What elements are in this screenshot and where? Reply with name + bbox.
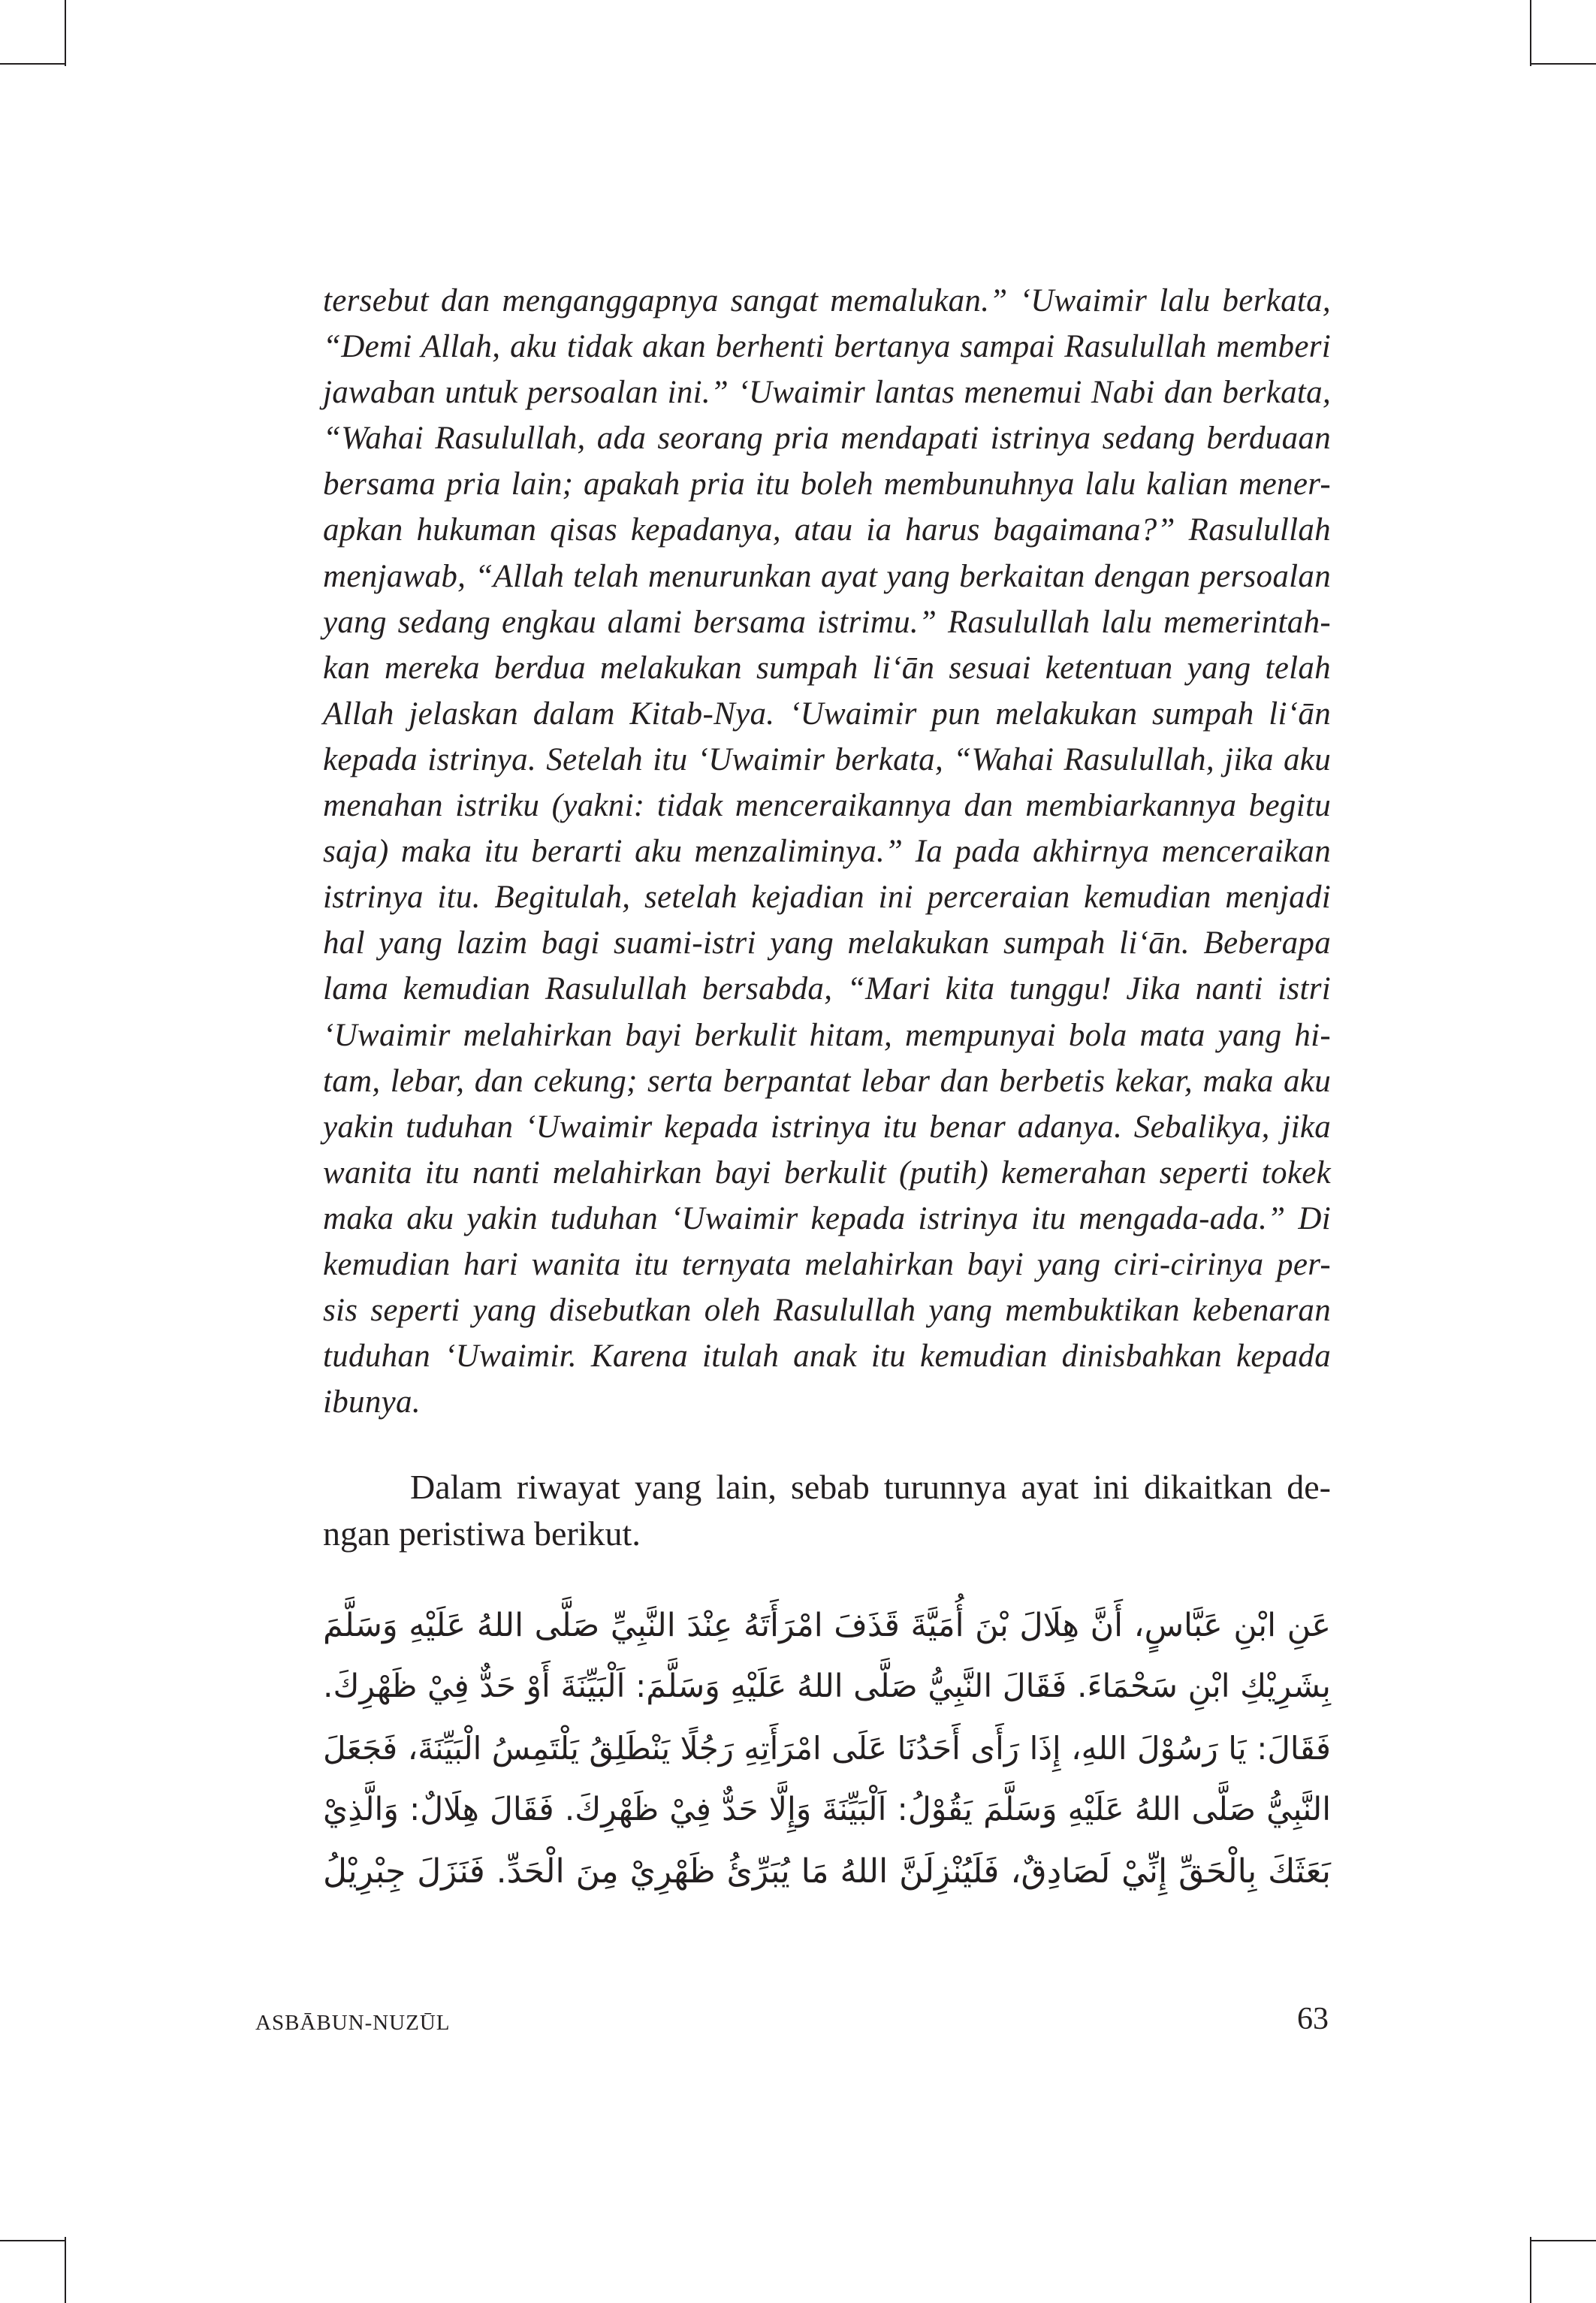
text-block	[323, 278, 1331, 1903]
text-line: bersama pria lain; apakah pria itu boleh membunuhnya lalu kalian mener-	[323, 466, 1331, 503]
crop-mark-top-right-v	[1530, 0, 1531, 66]
crop-mark-bottom-left-h	[0, 2240, 66, 2241]
text-line: hal yang lazim bagi suami-istri yang melakukan sumpah li‘ān. Beberapa	[323, 925, 1331, 961]
crop-mark-top-left-h	[0, 63, 66, 65]
text-line: lama kemudian Rasulullah bersabda, “Mari kita tunggu! Jika nanti istri	[323, 971, 1331, 1007]
text-line: “Demi Allah, aku tidak akan berhenti bertanya sampai Rasulullah memberi	[323, 329, 1331, 365]
arabic-line: فَقَالَ: يَا رَسُوْلَ اللهِ، إِذَا رَأَى أَحَدُنَا عَلَى امْرَأَتِهِ رَجُلًا يَنْطَلِقُ يَلْتَمِسُ الْبَيِّنَةَ، فَجَعَلَ	[323, 1730, 1331, 1767]
hadith-translation-paragraph	[323, 278, 1331, 1425]
body-paragraph	[323, 1464, 1331, 1557]
running-footer-title: ASBĀBUN-NUZŪL	[255, 2011, 451, 2035]
crop-mark-bottom-right-v	[1530, 2237, 1531, 2303]
arabic-line: بَعَثَكَ بِالْحَقِّ إِنِّيْ لَصَادِقٌ، فَلَيُنْزِلَنَّ اللهُ مَا يُبَرِّئُ ظَهْرِيْ مِنَ الْحَدِّ. فَنَزَلَ جِبْرِيْلُ	[323, 1852, 1331, 1891]
crop-mark-top-left-v	[65, 0, 66, 66]
text-line: istrinya itu. Begitulah, setelah kejadian ini perceraian kemudian menjadi	[323, 880, 1331, 916]
text-line: yakin tuduhan ‘Uwaimir kepada istrinya itu benar adanya. Sebalikya, jika	[323, 1109, 1331, 1145]
text-line: yang sedang engkau alami bersama istrimu.” Rasulullah lalu memerintah-	[323, 604, 1331, 640]
text-line: maka aku yakin tuduhan ‘Uwaimir kepada istrinya itu mengada-ada.” Di	[323, 1200, 1331, 1236]
crop-mark-bottom-right-h	[1530, 2240, 1596, 2241]
text-line: jawaban untuk persoalan ini.” ‘Uwaimir lantas menemui Nabi dan berkata,	[323, 375, 1331, 411]
text-line: menjawab, “Allah telah menurunkan ayat yang berkaitan dengan persoalan	[323, 558, 1331, 594]
text-line: ngan peristiwa berikut.	[323, 1514, 641, 1553]
page-number: 63	[1297, 2002, 1329, 2036]
crop-mark-bottom-left-v	[65, 2237, 66, 2303]
text-line: tersebut dan menganggapnya sangat memalukan.” ‘Uwaimir lalu berkata,	[323, 283, 1331, 318]
text-line: kan mereka berdua melakukan sumpah li‘ān sesuai ketentuan yang telah	[323, 650, 1331, 686]
arabic-line: النَّبِيُّ صَلَّى اللهُ عَلَيْهِ وَسَلَّمَ يَقُوْلُ: اَلْبَيِّنَةَ وَإِلَّا حَدٌّ فِيْ ظَهْرِكَ. فَقَالَ هِلَالٌ: وَالَّذِيْ	[323, 1791, 1331, 1829]
text-line: tam, lebar, dan cekung; serta berpantat lebar dan berbetis kekar, maka aku	[323, 1063, 1331, 1099]
text-line: menahan istriku (yakni: tidak menceraikannya dan membiarkannya begitu	[323, 788, 1331, 824]
text-line: tuduhan ‘Uwaimir. Karena itulah anak itu kemudian dinisbahkan kepada	[323, 1339, 1331, 1375]
text-line: ibunya.	[323, 1384, 421, 1420]
text-line: saja) maka itu berarti aku menzaliminya.” Ia pada akhirnya menceraikan	[323, 834, 1331, 870]
text-line: Allah jelaskan dalam Kitab-Nya. ‘Uwaimir pun melakukan sumpah li‘ān	[323, 696, 1331, 732]
arabic-line: بِشَرِيْكِ ابْنِ سَحْمَاءَ. فَقَالَ النَّبِيُّ صَلَّى اللهُ عَلَيْهِ وَسَلَّمَ: اَلْبَيِّنَةَ أَوْ حَدٌّ فِيْ ظَهْرِكَ.	[323, 1668, 1331, 1706]
text-line: ‘Uwaimir melahirkan bayi berkulit hitam, mempunyai bola mata yang hi-	[323, 1017, 1331, 1053]
text-line: Dalam riwayat yang lain, sebab turunnya ayat ini dikaitkan de-	[410, 1468, 1331, 1507]
text-line: wanita itu nanti melahirkan bayi berkulit (putih) kemerahan seperti tokek	[323, 1155, 1331, 1191]
text-line: kepada istrinya. Setelah itu ‘Uwaimir berkata, “Wahai Rasulullah, jika aku	[323, 741, 1331, 777]
text-line: “Wahai Rasulullah, ada seorang pria mendapati istrinya sedang berduaan	[323, 421, 1331, 457]
arabic-hadith-text	[323, 1595, 1331, 1903]
text-line: kemudian hari wanita itu ternyata melahirkan bayi yang ciri-cirinya per-	[323, 1246, 1331, 1282]
arabic-line: عَنِ ابْنِ عَبَّاسٍ، أَنَّ هِلَالَ بْنَ أُمَيَّةَ قَذَفَ امْرَأَتَهُ عِنْدَ النَّبِيِّ صَلَّى اللهُ عَلَيْهِ وَسَلَّمَ	[323, 1607, 1331, 1645]
text-line: sis seperti yang disebutkan oleh Rasulullah yang membuktikan kebenaran	[323, 1293, 1331, 1329]
crop-mark-top-right-h	[1530, 63, 1596, 65]
text-line: apkan hukuman qisas kepadanya, atau ia harus bagaimana?” Rasulullah	[323, 512, 1331, 548]
